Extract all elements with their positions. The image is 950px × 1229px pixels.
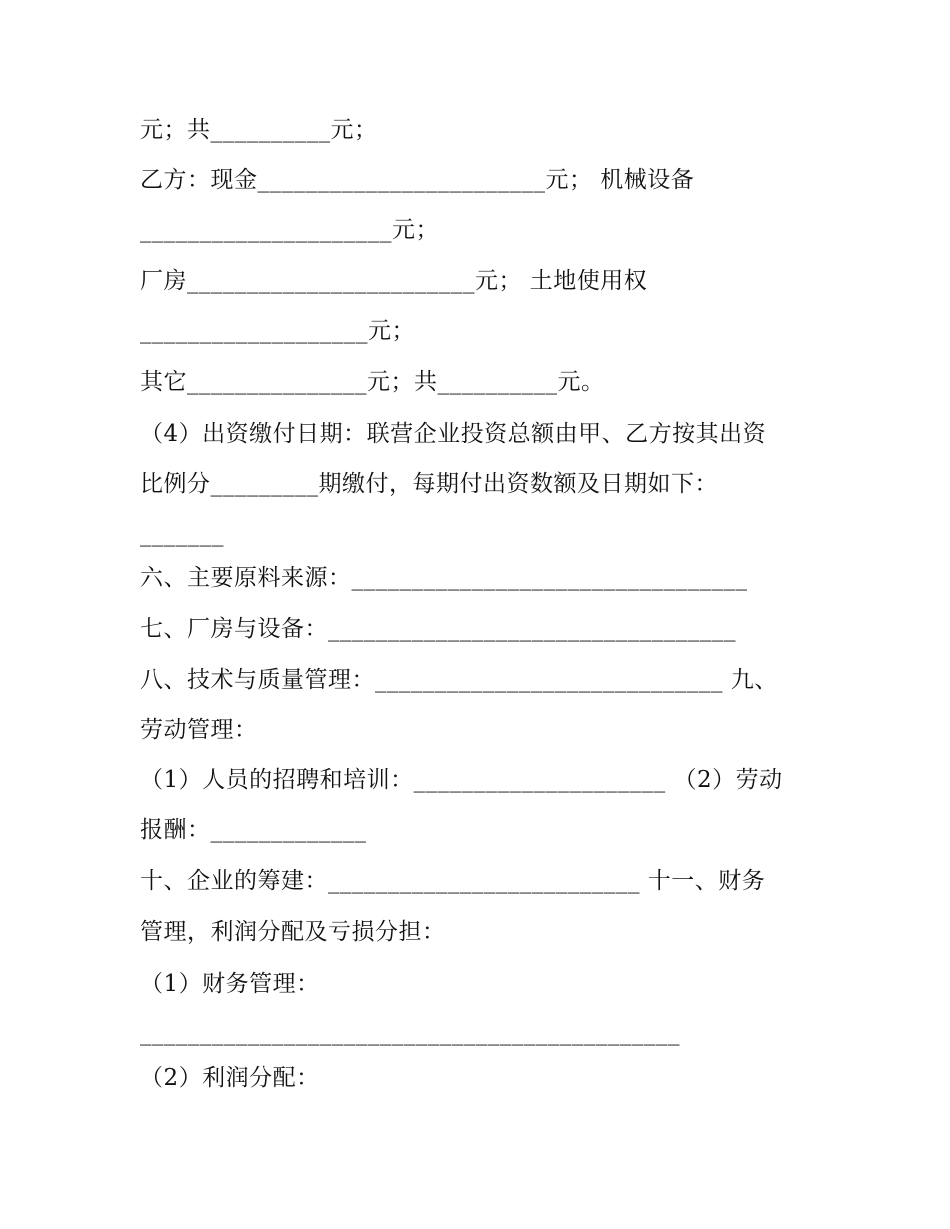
text-line-4: 厂房________________________元； 土地使用权 bbox=[140, 268, 648, 294]
text-line-19: _____________________________________________ bbox=[140, 1020, 680, 1046]
text-line-15: 报酬：_____________ bbox=[140, 817, 367, 843]
text-line-7: （4）出资缴付日期：联营企业投资总额由甲、乙方按其出资 bbox=[140, 421, 767, 447]
text-line-17: 管理，利润分配及亏损分担： bbox=[140, 919, 446, 945]
text-line-9: _______ bbox=[140, 521, 224, 547]
text-line-2: 乙方：现金________________________元； 机械设备 bbox=[140, 167, 695, 193]
text-line-6: 其它_______________元；共__________元。 bbox=[140, 369, 605, 395]
text-line-18: （1）财务管理： bbox=[140, 971, 320, 997]
text-line-11: 七、厂房与设备：__________________________________ bbox=[140, 616, 736, 642]
text-line-1: 元；共__________元； bbox=[140, 117, 378, 143]
text-line-13: 劳动管理： bbox=[140, 717, 258, 743]
text-line-14: （1）人员的招聘和培训：_____________________ （2）劳动 bbox=[140, 767, 783, 793]
text-line-5: ___________________元； bbox=[140, 318, 415, 344]
text-line-3: _____________________元； bbox=[140, 217, 439, 243]
text-line-8: 比例分_________期缴付，每期付出资数额及日期如下： bbox=[140, 471, 718, 497]
text-line-20: （2）利润分配： bbox=[140, 1065, 320, 1091]
text-line-10: 六、主要原料来源：_________________________________ bbox=[140, 565, 748, 591]
text-line-12: 八、技术与质量管理：_____________________________ 九、 bbox=[140, 667, 778, 693]
text-line-16: 十、企业的筹建：__________________________ 十一、财务 bbox=[140, 868, 766, 894]
document-page bbox=[140, 0, 810, 1229]
